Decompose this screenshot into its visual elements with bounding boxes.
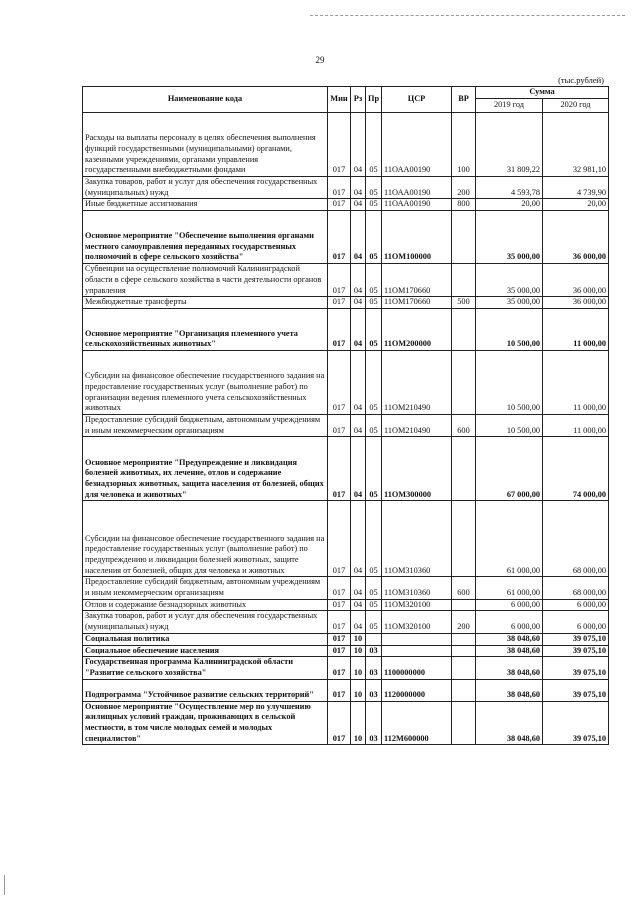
cell-rz: 04 [351, 501, 366, 577]
cell-2019: 10 500,00 [476, 414, 543, 436]
cell-vr: 600 [452, 577, 476, 599]
cell-rz: 04 [351, 350, 366, 414]
cell-pr [366, 633, 382, 645]
cell-rz: 04 [351, 177, 366, 199]
cell-vr [452, 350, 476, 414]
cell-name: Закупка товаров, работ и услуг для обеспечения государственных (муниципальных) нужд [83, 611, 328, 633]
cell-2019: 10 500,00 [476, 308, 543, 350]
cell-csr [382, 633, 452, 645]
cell-csr: 11ОМ100000 [382, 211, 452, 264]
table-row [83, 264, 609, 297]
cell-csr: 11ОМ310360 [382, 501, 452, 577]
cell-csr: 1100000000 [382, 657, 452, 679]
cell-name: Субсидии на финансовое обеспечение государственного задания на предоставление государственных услуг (выполнение работ) по организации ведения племенного учета сельскохозяйственных животных [83, 350, 328, 414]
cell-2020: 11 000,00 [543, 308, 609, 350]
cell-rz: 04 [351, 308, 366, 350]
cell-rz: 10 [351, 657, 366, 679]
cell-pr: 05 [366, 264, 382, 297]
header-rz: Рз [351, 87, 366, 113]
cell-pr: 05 [366, 113, 382, 177]
cell-vr [452, 657, 476, 679]
cell-mn: 017 [328, 308, 351, 350]
table-row [83, 297, 609, 309]
cell-pr: 05 [366, 308, 382, 350]
table-row [83, 599, 609, 611]
header-vr: ВР [452, 87, 476, 113]
cell-rz: 10 [351, 633, 366, 645]
cell-pr: 05 [366, 414, 382, 436]
cell-vr: 800 [452, 199, 476, 211]
cell-rz: 04 [351, 611, 366, 633]
cell-vr: 600 [452, 414, 476, 436]
cell-csr: 11ОМ300000 [382, 437, 452, 501]
cell-pr: 03 [366, 679, 382, 701]
cell-rz: 04 [351, 199, 366, 211]
cell-2019: 4 593,78 [476, 177, 543, 199]
cell-name: Государственная программа Калининградской области "Развитие сельского хозяйства" [83, 657, 328, 679]
cell-rz: 10 [351, 679, 366, 701]
table-row [83, 633, 609, 645]
cell-rz: 04 [351, 264, 366, 297]
table-row [83, 577, 609, 599]
cell-vr: 200 [452, 611, 476, 633]
cell-vr [452, 645, 476, 657]
cell-rz: 10 [351, 701, 366, 745]
cell-vr [452, 501, 476, 577]
cell-mn: 017 [328, 199, 351, 211]
cell-rz: 04 [351, 599, 366, 611]
table-row [83, 414, 609, 436]
cell-name: Расходы на выплаты персоналу в целях обеспечения выполнения функций государственными (муниципальными) органами, казенными учреждениями, органами управления государственными внебюджетными фондами [83, 113, 328, 177]
cell-2020: 39 075,10 [543, 701, 609, 745]
cell-name: Отлов и содержание безнадзорных животных [83, 599, 328, 611]
cell-2020: 36 000,00 [543, 264, 609, 297]
margin-mark [4, 875, 6, 895]
table-row [83, 199, 609, 211]
cell-2020: 6 000,00 [543, 611, 609, 633]
cell-mn: 017 [328, 350, 351, 414]
cell-name: Основное мероприятие "Организация племенного учета сельскохозяйственных животных" [83, 308, 328, 350]
cell-csr: 11ОМ200000 [382, 308, 452, 350]
cell-csr: 11ОМ320100 [382, 599, 452, 611]
cell-2019: 38 048,60 [476, 657, 543, 679]
cell-vr [452, 437, 476, 501]
cell-2020: 11 000,00 [543, 414, 609, 436]
cell-mn: 017 [328, 577, 351, 599]
cell-name: Основное мероприятие "Обеспечение выполнения органами местного самоуправления переданных государственных полномочий в сфере сельского хозяйства" [83, 211, 328, 264]
cell-mn: 017 [328, 599, 351, 611]
table-row [83, 501, 609, 577]
header-mn: Мин [328, 87, 351, 113]
cell-rz: 10 [351, 645, 366, 657]
cell-2019: 6 000,00 [476, 611, 543, 633]
cell-pr: 05 [366, 177, 382, 199]
header-2019: 2019 год [476, 99, 543, 113]
table-row [83, 657, 609, 679]
table-row [83, 177, 609, 199]
cell-2020: 68 000,00 [543, 577, 609, 599]
cell-vr [452, 633, 476, 645]
table-row [83, 645, 609, 657]
cell-2020: 36 000,00 [543, 297, 609, 309]
cell-mn: 017 [328, 645, 351, 657]
cell-name: Основное мероприятие "Предупреждение и ликвидация болезней животных, их лечение, отлов и содержание безнадзорных животных, защита населения от болезней, общих для человека и животных" [83, 437, 328, 501]
cell-vr [452, 679, 476, 701]
cell-2019: 38 048,60 [476, 633, 543, 645]
units-label: (тыс.рублей) [558, 75, 604, 85]
cell-2020: 4 739,90 [543, 177, 609, 199]
cell-mn: 017 [328, 501, 351, 577]
cell-2020: 6 000,00 [543, 599, 609, 611]
cell-2020: 39 075,10 [543, 645, 609, 657]
cell-2020: 68 000,00 [543, 501, 609, 577]
cell-csr [382, 645, 452, 657]
cell-rz: 04 [351, 437, 366, 501]
cell-pr: 05 [366, 611, 382, 633]
cell-vr: 100 [452, 113, 476, 177]
cell-vr: 200 [452, 177, 476, 199]
cell-2019: 67 000,00 [476, 437, 543, 501]
table-row [83, 308, 609, 350]
table-row [83, 350, 609, 414]
cell-pr: 03 [366, 657, 382, 679]
table-row [83, 437, 609, 501]
table-row [83, 679, 609, 701]
cell-mn: 017 [328, 657, 351, 679]
cell-rz: 04 [351, 113, 366, 177]
cell-mn: 017 [328, 414, 351, 436]
cell-2019: 38 048,60 [476, 645, 543, 657]
cell-name: Предоставление субсидий бюджетным, автономным учреждениям и иным некоммерческим организациям [83, 414, 328, 436]
cell-pr: 03 [366, 645, 382, 657]
cell-pr: 05 [366, 577, 382, 599]
cell-csr: 11ОМ210490 [382, 414, 452, 436]
cell-csr: 11ОМ210490 [382, 350, 452, 414]
cell-csr: 11ОАА00190 [382, 177, 452, 199]
cell-pr: 05 [366, 437, 382, 501]
cell-csr: 11ОМ310360 [382, 577, 452, 599]
cell-vr [452, 701, 476, 745]
cell-2019: 38 048,60 [476, 679, 543, 701]
header-name: Наименование кода [83, 87, 328, 113]
cell-mn: 017 [328, 297, 351, 309]
cell-mn: 017 [328, 113, 351, 177]
cell-csr: 11ОМ320100 [382, 611, 452, 633]
cell-vr [452, 599, 476, 611]
cell-name: Социальное обеспечение населения [83, 645, 328, 657]
cell-pr: 05 [366, 599, 382, 611]
cell-2019: 6 000,00 [476, 599, 543, 611]
cell-name: Предоставление субсидий бюджетным, автономным учреждениям и иным некоммерческим организациям [83, 577, 328, 599]
cell-csr: 11ОМ170660 [382, 297, 452, 309]
cell-2020: 39 075,10 [543, 633, 609, 645]
cell-mn: 017 [328, 679, 351, 701]
header-2020: 2020 год [543, 99, 609, 113]
cell-pr: 05 [366, 501, 382, 577]
cell-name: Субвенции на осуществление полномочий Калининградской области в сфере сельского хозяйства в части деятельности органов управления [83, 264, 328, 297]
cell-mn: 017 [328, 701, 351, 745]
header-csr: ЦСР [382, 87, 452, 113]
cell-2020: 39 075,10 [543, 679, 609, 701]
budget-table [82, 86, 609, 745]
cell-mn: 017 [328, 633, 351, 645]
table-body [83, 113, 609, 745]
cell-2019: 35 000,00 [476, 297, 543, 309]
cell-rz: 04 [351, 297, 366, 309]
cell-vr [452, 211, 476, 264]
cell-name: Закупка товаров, работ и услуг для обеспечения государственных (муниципальных) нужд [83, 177, 328, 199]
table-row [83, 701, 609, 745]
cell-mn: 017 [328, 177, 351, 199]
cell-2019: 38 048,60 [476, 701, 543, 745]
cell-vr [452, 308, 476, 350]
cell-2019: 61 000,00 [476, 501, 543, 577]
cell-name: Субсидии на финансовое обеспечение государственного задания на предоставление государственных услуг (выполнение работ) по предупреждению и ликвидации болезней животных, защите населения от болезней, общих для человека и животных [83, 501, 328, 577]
header-pr: Пр [366, 87, 382, 113]
cell-mn: 017 [328, 264, 351, 297]
cell-name: Подпрограмма "Устойчивое развитие сельских территорий" [83, 679, 328, 701]
cell-2020: 32 981,10 [543, 113, 609, 177]
cell-pr: 05 [366, 211, 382, 264]
table-row [83, 611, 609, 633]
cell-vr [452, 264, 476, 297]
cell-2019: 31 809,22 [476, 113, 543, 177]
cell-vr: 500 [452, 297, 476, 309]
cell-name: Иные бюджетные ассигнования [83, 199, 328, 211]
cell-2019: 35 000,00 [476, 264, 543, 297]
cell-mn: 017 [328, 611, 351, 633]
cell-2020: 20,00 [543, 199, 609, 211]
cell-2019: 20,00 [476, 199, 543, 211]
cell-2019: 10 500,00 [476, 350, 543, 414]
cell-2020: 36 000,00 [543, 211, 609, 264]
cell-name: Социальная политика [83, 633, 328, 645]
cell-2020: 39 075,10 [543, 657, 609, 679]
cell-mn: 017 [328, 211, 351, 264]
cell-2019: 35 000,00 [476, 211, 543, 264]
cell-rz: 04 [351, 414, 366, 436]
cell-pr: 05 [366, 297, 382, 309]
cell-csr: 112М600000 [382, 701, 452, 745]
table-row [83, 211, 609, 264]
cell-mn: 017 [328, 437, 351, 501]
cell-pr: 05 [366, 199, 382, 211]
cell-rz: 04 [351, 211, 366, 264]
cell-csr: 11ОАА00190 [382, 199, 452, 211]
cell-csr: 11ОМ170660 [382, 264, 452, 297]
cell-2020: 74 000,00 [543, 437, 609, 501]
cell-name: Основное мероприятие "Осуществление мер по улучшению жилищных условий граждан, проживающих в сельской местности, в том числе молодых семей и молодых специалистов" [83, 701, 328, 745]
cell-csr: 11ОАА00190 [382, 113, 452, 177]
table-row [83, 113, 609, 177]
cell-2019: 61 000,00 [476, 577, 543, 599]
cell-csr: 1120000000 [382, 679, 452, 701]
header-sum: Сумма [476, 87, 609, 99]
page-number: 29 [315, 55, 325, 65]
cell-rz: 04 [351, 577, 366, 599]
cell-name: Межбюджетные трансферты [83, 297, 328, 309]
top-dashed-line [310, 15, 625, 16]
cell-pr: 05 [366, 350, 382, 414]
cell-2020: 11 000,00 [543, 350, 609, 414]
cell-pr: 03 [366, 701, 382, 745]
